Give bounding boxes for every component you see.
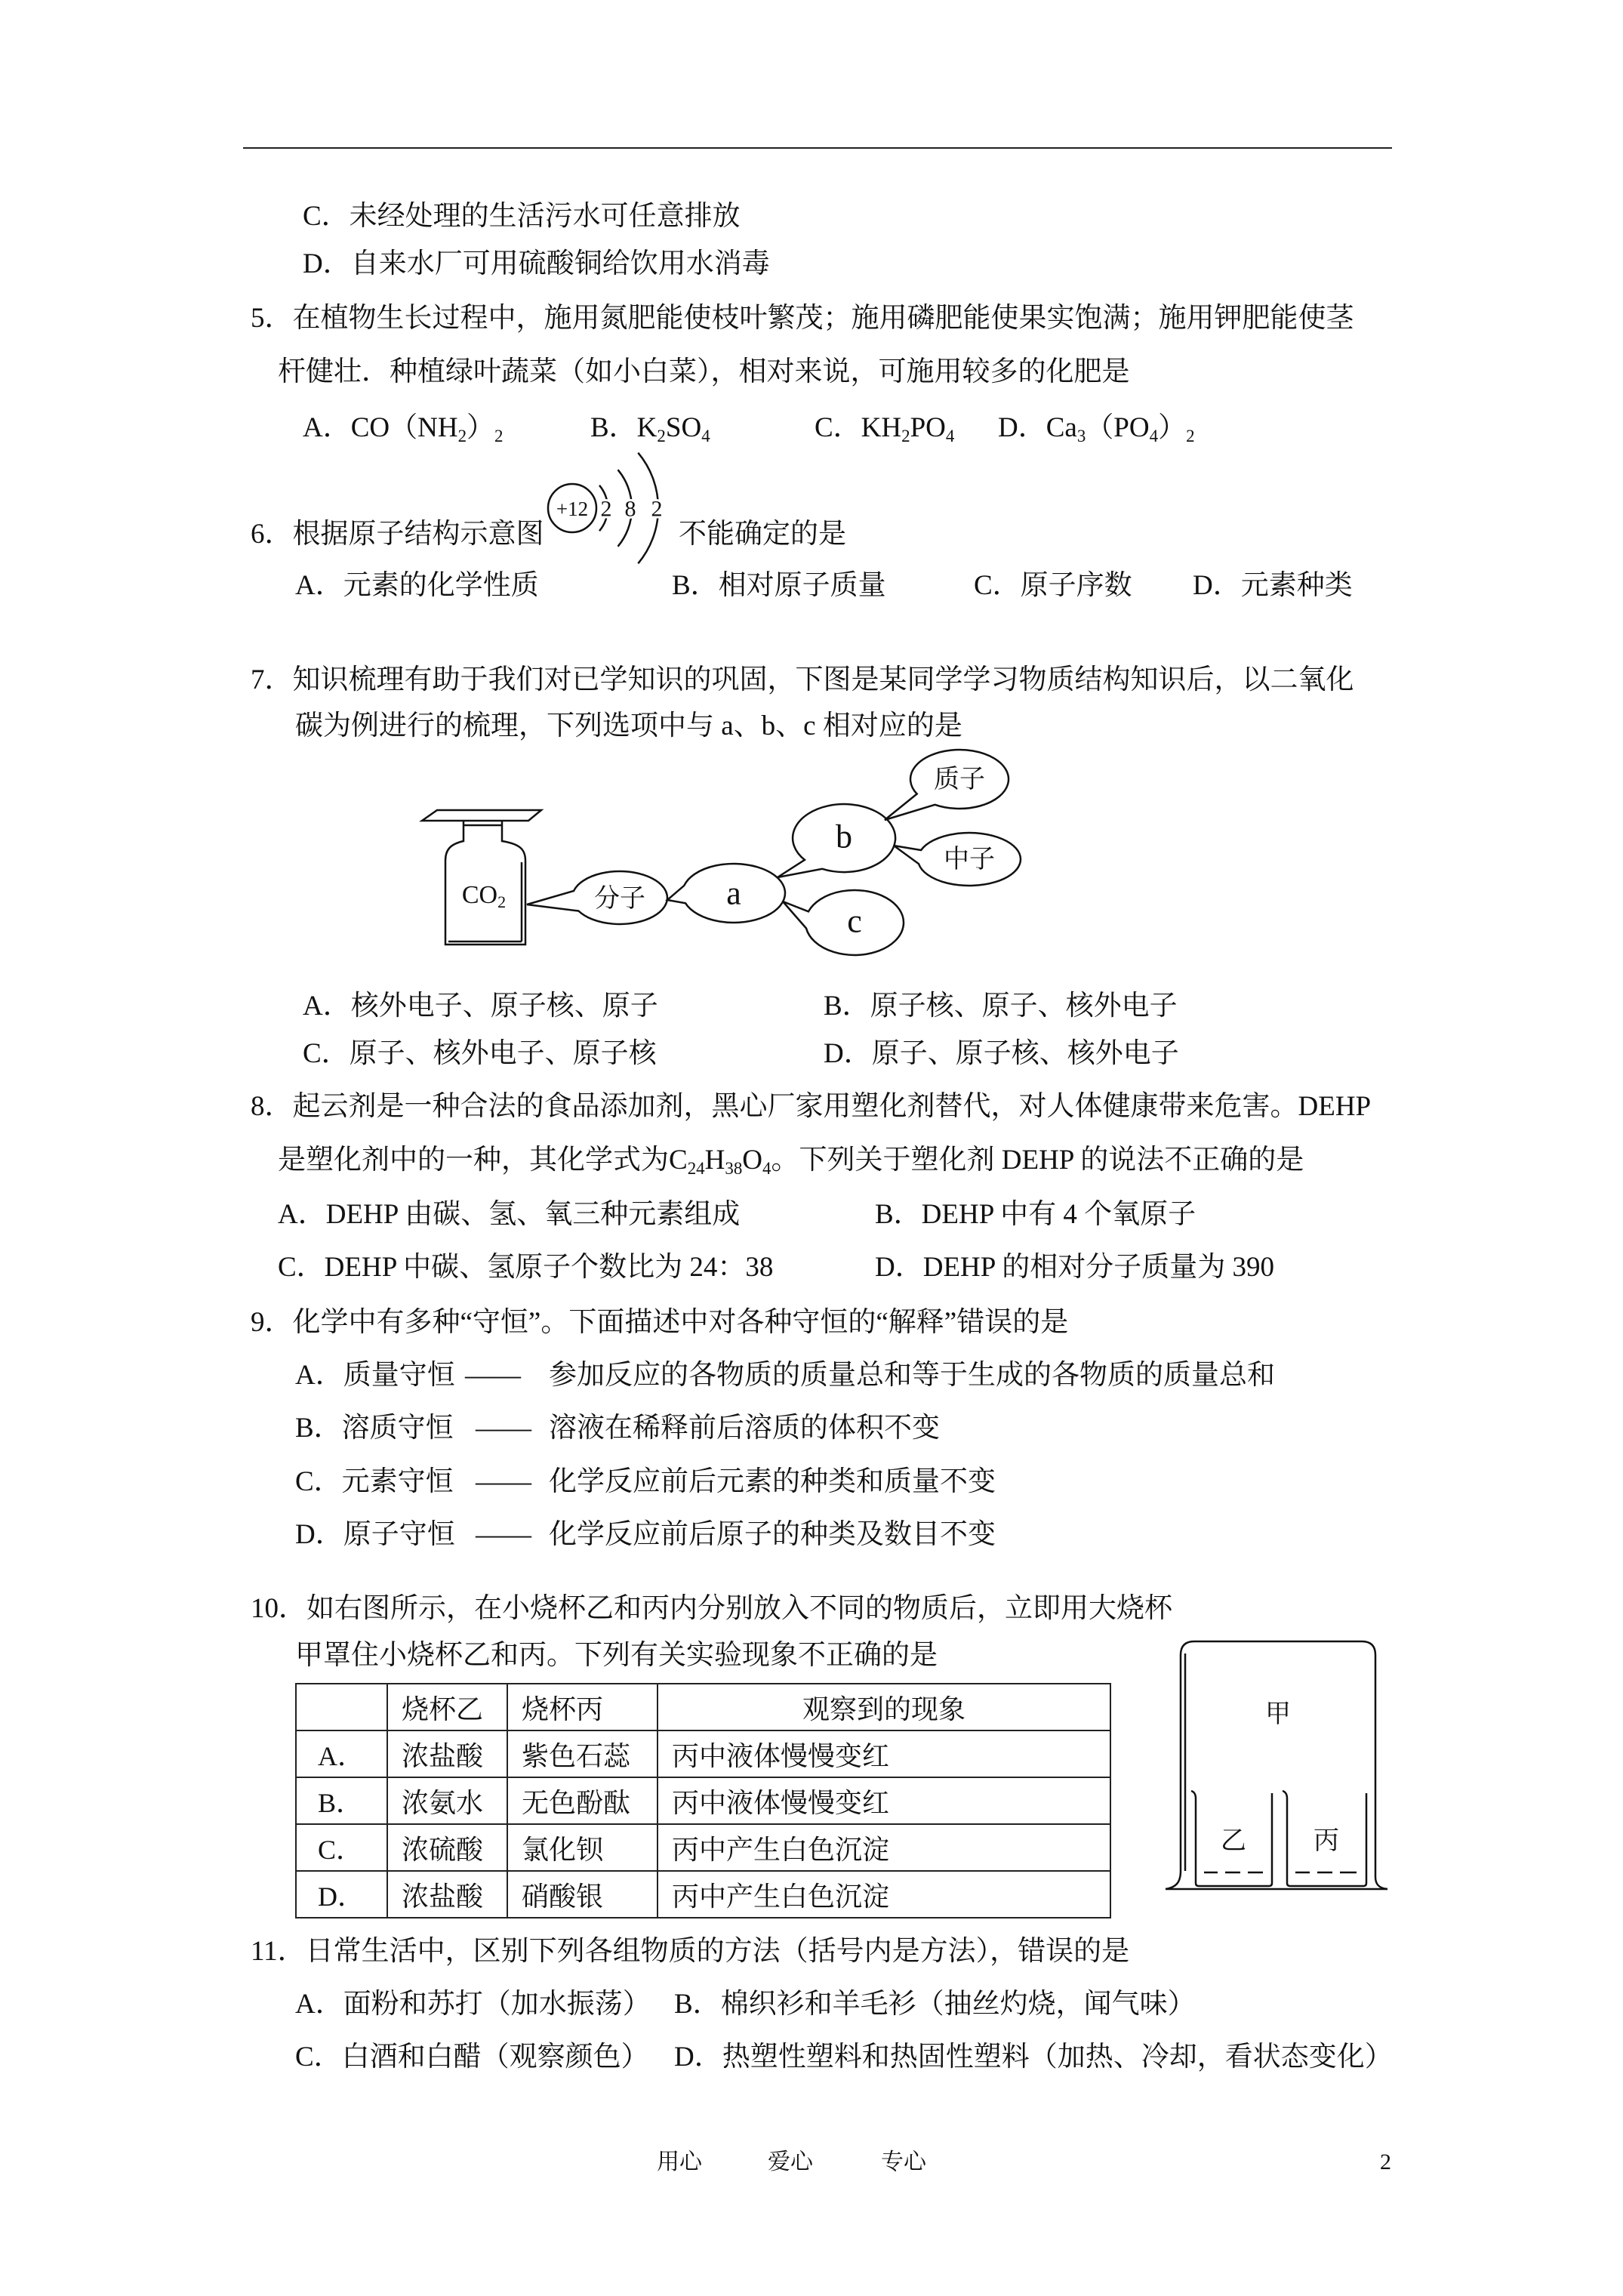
q5-option-d [998, 411, 1195, 448]
table-cell-option: C． [296, 1824, 387, 1871]
q9-option-c-dash: —— [476, 1466, 531, 1497]
q8-stem-line1: 8．起云剂是一种合法的食品添加剂，黑心厂家用塑化剂替代，对人体健康带来危害。DEHP [251, 1091, 1372, 1122]
table-cell-beaker-bing: 紫色石蕊 [507, 1730, 658, 1777]
c-label: c [847, 902, 862, 940]
bottle-label-co2 [462, 881, 506, 911]
table-cell-beaker-bing: 硝酸银 [507, 1871, 658, 1918]
small-beaker-yi-label: 乙 [1221, 1826, 1246, 1856]
table-header-observation: 观察到的现象 [658, 1684, 1110, 1730]
q11-option-a: A．面粉和苏打（加水振荡） [295, 1989, 651, 2020]
footer-motto-1: 用心 [657, 2150, 702, 2174]
q6-option-c: C．原子序数 [974, 570, 1132, 601]
q5-option-c-subscript: 2 [901, 427, 910, 446]
bottle-label-co: CO [461, 880, 498, 909]
q5-option-a [303, 411, 504, 448]
table-cell-beaker-yi: 浓盐酸 [387, 1871, 507, 1918]
q5-option-c-text: C．KH [815, 412, 902, 443]
q10-stem-line2: 甲罩住小烧杯乙和丙。下列有关实验现象不正确的是 [295, 1640, 938, 1671]
table-cell-beaker-bing: 无色酚酞 [507, 1777, 658, 1824]
q9-stem: 9．化学中有多种“守恒”。下面描述中对各种守恒的“解释”错误的是 [251, 1307, 1069, 1338]
table-cell-beaker-yi: 浓硫酸 [387, 1824, 507, 1871]
small-beaker-bing-label: 丙 [1313, 1826, 1339, 1856]
table-cell-observation: 丙中液体慢慢变红 [658, 1730, 1110, 1777]
page-number: 2 [1380, 2150, 1391, 2174]
atom-shell-electrons-3: 2 [651, 496, 663, 522]
q11-option-b: B．棉织衫和羊毛衫（抽丝灼烧，闻气味） [674, 1989, 1196, 2020]
q5-option-a-subscript: 2 [457, 427, 467, 446]
q9-option-d-text: 化学反应前后原子的种类及数目不变 [549, 1519, 996, 1550]
q5-option-a-text: A．CO（NH [303, 412, 458, 443]
q5-option-c-text: PO [910, 412, 946, 443]
q5-option-d-text: D．Ca [998, 412, 1077, 443]
big-beaker-jia [1166, 1641, 1387, 1889]
q5-option-a-subscript: 2 [494, 427, 504, 446]
q9-option-c-text: 化学反应前后元素的种类和质量不变 [549, 1466, 996, 1497]
q9-option-b-label: B．溶质守恒 [295, 1413, 454, 1444]
q5-option-b [590, 411, 710, 448]
atom-nucleus-charge: +12 [556, 498, 589, 520]
q8-option-d: D．DEHP 的相对分子质量为 390 [875, 1252, 1274, 1283]
q5-option-d-text: ） [1158, 412, 1187, 443]
q5-option-c-subscript: 4 [945, 427, 955, 446]
structure-concept-diagram [408, 740, 1034, 959]
q9-option-c-label: C．元素守恒 [295, 1466, 454, 1497]
q4-option-c: C．未经处理的生活污水可任意排放 [303, 201, 741, 232]
q5-option-b-text: SO [665, 412, 702, 443]
q7-option-b: B．原子核、原子、核外电子 [824, 991, 1178, 1022]
q9-option-a-dash: —— [465, 1360, 521, 1391]
table-cell-beaker-yi: 浓氨水 [387, 1777, 507, 1824]
q9-option-a-text: 参加反应的各物质的质量总和等于生成的各物质的质量总和 [549, 1360, 1275, 1391]
proton-label: 质子 [934, 764, 985, 794]
q9-option-b-dash: —— [476, 1413, 531, 1444]
footer-motto-2: 爱心 [768, 2150, 813, 2174]
q5-option-d-subscript: 2 [1186, 427, 1195, 446]
q7-stem-line1: 7．知识梳理有助于我们对已学知识的巩固，下图是某同学学习物质结构知识后，以二氧化 [251, 664, 1354, 695]
q5-option-a-text: ） [467, 412, 495, 443]
q5-option-b-subscript: 4 [701, 427, 710, 446]
q8-option-b: B．DEHP 中有 4 个氧原子 [875, 1199, 1196, 1230]
footer-motto-3: 专心 [881, 2150, 926, 2174]
q5-option-b-text: B．K [590, 412, 658, 443]
q6-stem-after: 不能确定的是 [679, 519, 846, 550]
big-beaker-label: 甲 [1265, 1699, 1291, 1729]
q6-option-b: B．相对原子质量 [672, 570, 886, 601]
table-cell-option: A． [296, 1730, 387, 1777]
q5-option-d-subscript: 4 [1149, 427, 1159, 446]
table-cell-beaker-bing: 氯化钡 [507, 1824, 658, 1871]
q5-option-c [815, 411, 954, 448]
table-header-beaker-bing: 烧杯丙 [507, 1684, 658, 1730]
bottle-label-subscript: 2 [497, 892, 507, 911]
q8-formula-subscript: 24 [687, 1159, 705, 1179]
q9-option-d-label: D．原子守恒 [295, 1519, 455, 1550]
glass-plate-cover [422, 810, 541, 821]
q11-option-d: D．热塑性塑料和热固性塑料（加热、冷却，看状态变化） [674, 2042, 1393, 2073]
table-cell-option: D． [296, 1871, 387, 1918]
table-row [296, 1871, 1110, 1918]
table-cell-option: B． [296, 1777, 387, 1824]
q6-stem-before: 6．根据原子结构示意图 [251, 519, 544, 550]
table-cell-observation: 丙中液体慢慢变红 [658, 1777, 1110, 1824]
q9-option-b-text: 溶液在稀释前后溶质的体积不变 [549, 1413, 940, 1444]
header-rule [243, 147, 1392, 149]
q7-option-c: C．原子、核外电子、原子核 [303, 1038, 657, 1069]
q5-stem-line1: 5．在植物生长过程中，施用氮肥能使枝叶繁茂；施用磷肥能使果实饱满；施用钾肥能使茎 [251, 303, 1354, 334]
q7-option-d: D．原子、原子核、核外电子 [824, 1038, 1179, 1069]
q9-option-d-dash: —— [476, 1519, 531, 1550]
table-cell-observation: 丙中产生白色沉淀 [658, 1824, 1110, 1871]
table-row [296, 1777, 1110, 1824]
table-cell-observation: 丙中产生白色沉淀 [658, 1871, 1110, 1918]
atom-shell-electrons-1: 2 [600, 496, 612, 522]
q6-option-d: D．元素种类 [1193, 570, 1353, 601]
q8-formula-subscript: 38 [725, 1159, 743, 1179]
molecule-label: 分子 [594, 883, 645, 914]
q8-stem-text: 。下列关于塑化剂 DEHP 的说法不正确的是 [771, 1145, 1304, 1176]
beaker-experiment-figure [1159, 1631, 1400, 1903]
q5-option-b-subscript: 2 [657, 427, 666, 446]
table-header-row [296, 1684, 1110, 1730]
q7-stem-line2: 碳为例进行的梳理，下列选项中与 a、b、c 相对应的是 [295, 710, 962, 741]
q9-option-a-label: A．质量守恒 [295, 1360, 455, 1391]
q5-option-d-subscript: 3 [1076, 427, 1086, 446]
c-callout [783, 890, 904, 955]
table-cell-beaker-yi: 浓盐酸 [387, 1730, 507, 1777]
q5-stem-line2: 杆健壮．种植绿叶蔬菜（如小白菜），相对来说，可施用较多的化肥是 [278, 356, 1130, 387]
q8-formula-element: O [742, 1145, 763, 1176]
a-label: a [726, 874, 741, 912]
q8-formula-element: H [704, 1145, 725, 1176]
q11-option-c: C．白酒和白醋（观察颜色） [295, 2042, 649, 2073]
q4-option-d: D．自来水厂可用硫酸铜给饮用水消毒 [303, 248, 770, 279]
experiment-table [295, 1683, 1111, 1918]
q8-option-c: C．DEHP 中碳、氢原子个数比为 24：38 [278, 1252, 774, 1283]
q8-formula-subscript: 4 [762, 1159, 771, 1179]
b-label: b [836, 818, 852, 855]
q6-option-a: A．元素的化学性质 [295, 570, 539, 601]
atom-structure-diagram [528, 445, 672, 574]
table-row [296, 1730, 1110, 1777]
q7-option-a: A．核外电子、原子核、原子 [303, 991, 658, 1022]
table-row [296, 1824, 1110, 1871]
table-header-blank [296, 1684, 387, 1730]
q8-stem-line2 [278, 1144, 1304, 1180]
q8-stem-text: 是塑化剂中的一种，其化学式为C [278, 1145, 688, 1176]
q10-stem-line1: 10．如右图所示，在小烧杯乙和丙内分别放入不同的物质后，立即用大烧杯 [251, 1593, 1172, 1624]
neutron-label: 中子 [944, 844, 995, 874]
q11-stem: 11．日常生活中，区别下列各组物质的方法（括号内是方法），错误的是 [251, 1936, 1130, 1967]
q8-option-a: A．DEHP 由碳、氢、氧三种元素组成 [278, 1199, 741, 1230]
table-header-beaker-yi: 烧杯乙 [387, 1684, 507, 1730]
atom-shell-electrons-2: 8 [624, 496, 636, 522]
q5-option-d-text: （PO [1086, 412, 1150, 443]
